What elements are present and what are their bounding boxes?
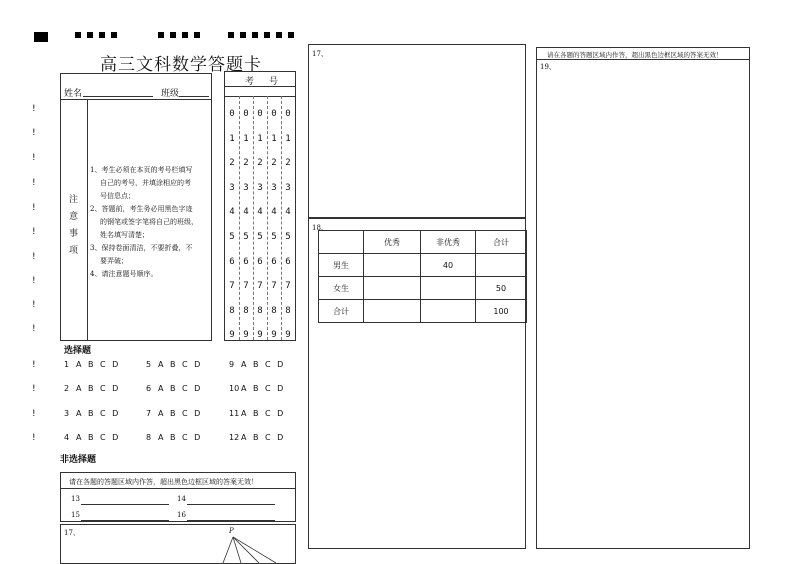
- non-choice-heading: 非选择题: [60, 455, 97, 465]
- q16-label: 16: [177, 511, 186, 519]
- side-mark: !: [32, 433, 36, 443]
- side-mark: !: [32, 252, 36, 262]
- q15-label: 15: [71, 511, 80, 519]
- exam-number-grid: [224, 71, 296, 341]
- exam-digit-column[interactable]: 0 1 2 3 4 5 6 7 8 9: [229, 109, 235, 341]
- page-title: 高三文科数学答题卡: [100, 55, 262, 75]
- contingency-table: [318, 230, 527, 323]
- q19-label: 19、: [540, 63, 556, 71]
- table-cell[interactable]: [476, 254, 527, 277]
- name-label: 姓名: [64, 89, 83, 99]
- alignment-mark: [34, 32, 48, 42]
- table-cell[interactable]: [364, 300, 421, 323]
- q14-label: 14: [177, 495, 186, 503]
- table-row: [319, 277, 527, 300]
- fill-in-answer-box: [60, 472, 296, 522]
- choice-row[interactable]: 9 A B C D: [229, 360, 286, 369]
- exam-digit-column[interactable]: 0 1 2 3 4 5 6 7 8 9: [285, 109, 291, 341]
- answer-area-warning: 请在各题的答题区域内作答，超出黑色边框区域的答案无效！: [69, 478, 258, 486]
- table-header-cell: 非优秀: [421, 231, 476, 254]
- table-cell[interactable]: [364, 254, 421, 277]
- q16-answer-field[interactable]: [187, 520, 275, 521]
- table-cell: 女生: [319, 277, 364, 300]
- choice-row[interactable]: 5 A B C D: [146, 360, 203, 369]
- table-cell: 50: [476, 277, 527, 300]
- table-cell: 合计: [319, 300, 364, 323]
- table-row: [319, 254, 527, 277]
- table-header-cell: 优秀: [364, 231, 421, 254]
- exam-number-header-left: 考: [245, 77, 255, 87]
- choice-row[interactable]: 2 A B C D: [64, 384, 121, 393]
- side-mark: !: [32, 203, 36, 213]
- exam-digit-column[interactable]: 0 1 2 3 4 5 6 7 8 9: [271, 109, 277, 341]
- choice-heading: 选择题: [64, 346, 92, 356]
- side-mark: !: [32, 128, 36, 138]
- side-mark: !: [32, 227, 36, 237]
- side-mark: !: [32, 178, 36, 188]
- choice-row[interactable]: 6 A B C D: [146, 384, 203, 393]
- choice-row[interactable]: 11 A B C D: [229, 409, 286, 418]
- class-label: 班级: [161, 89, 180, 99]
- exam-digit-column[interactable]: 0 1 2 3 4 5 6 7 8 9: [257, 109, 263, 341]
- choice-row[interactable]: 3 A B C D: [64, 409, 121, 418]
- notice-items: 1、考生必须在本页的考号栏填写 自己的考号，并填涂相应的考 号信息点； 2、答题前，考生务必用黑色字迹 的钢笔或签字笔将自己的班级、 姓名填写清楚； 3、保持卷面清洁，不要折叠，不 要弄破； 4、请注意题号顺序。: [90, 166, 198, 278]
- side-mark: !: [32, 360, 36, 370]
- side-mark: !: [32, 409, 36, 419]
- q13-answer-field[interactable]: [81, 504, 169, 505]
- table-row: [319, 300, 527, 323]
- q19-answer-box[interactable]: [536, 47, 750, 549]
- exam-digit-column[interactable]: 0 1 2 3 4 5 6 7 8 9: [243, 109, 249, 341]
- table-cell[interactable]: [421, 300, 476, 323]
- choice-row[interactable]: 7 A B C D: [146, 409, 203, 418]
- exam-number-header-right: 号: [269, 77, 279, 87]
- q17-left-answer-box[interactable]: [60, 524, 296, 564]
- side-mark: !: [32, 276, 36, 286]
- table-header-row: [319, 231, 527, 254]
- q14-answer-field[interactable]: [187, 504, 275, 505]
- right-answer-area-warning: 请在各题的答题区域内作答，超出黑色边框区域的答案无效！: [547, 51, 723, 59]
- side-mark: !: [32, 153, 36, 163]
- q13-label: 13: [71, 495, 80, 503]
- q17-left-label: 17、: [64, 529, 80, 537]
- q18-label: 18、: [312, 224, 328, 232]
- table-header-cell: 合计: [476, 231, 527, 254]
- choice-row[interactable]: 1 A B C D: [64, 360, 121, 369]
- choice-row[interactable]: 4 A B C D: [64, 433, 121, 442]
- q17-answer-box[interactable]: [308, 44, 526, 218]
- figure-point-label: P: [229, 527, 234, 535]
- side-mark: !: [32, 300, 36, 310]
- table-cell: 40: [421, 254, 476, 277]
- table-cell: 100: [476, 300, 527, 323]
- side-mark: !: [32, 384, 36, 394]
- choice-row[interactable]: 10 A B C D: [229, 384, 286, 393]
- table-cell[interactable]: [364, 277, 421, 300]
- choice-row[interactable]: 12 A B C D: [229, 433, 286, 442]
- side-mark: !: [32, 324, 36, 334]
- table-cell[interactable]: [421, 277, 476, 300]
- name-field[interactable]: [83, 96, 153, 97]
- table-header-cell: [319, 231, 364, 254]
- class-field[interactable]: [179, 96, 209, 97]
- notice-heading: 注 意 事 项: [69, 195, 79, 256]
- side-mark: !: [32, 104, 36, 114]
- q15-answer-field[interactable]: [81, 520, 169, 521]
- info-box: [60, 73, 212, 341]
- q17-label: 17、: [312, 50, 328, 58]
- choice-row[interactable]: 8 A B C D: [146, 433, 203, 442]
- table-cell: 男生: [319, 254, 364, 277]
